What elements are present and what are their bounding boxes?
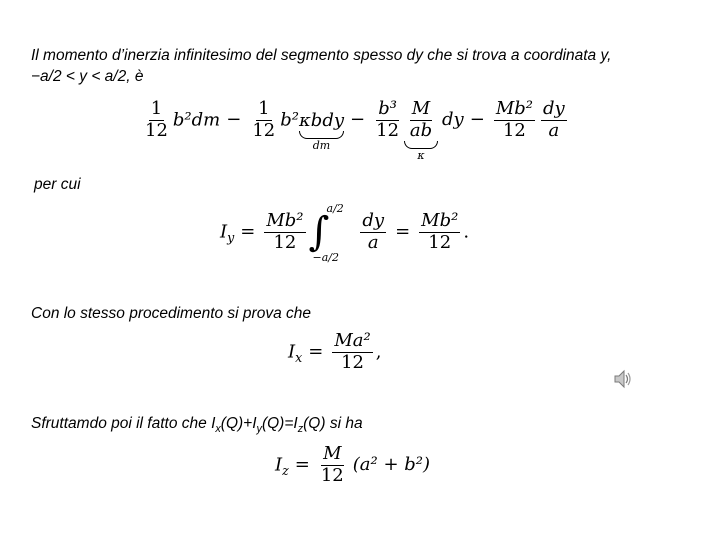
fraction-dy-a: $\frac{dy}{a}$ <box>543 98 565 141</box>
speaker-icon[interactable] <box>613 368 633 390</box>
fraction-Mb2-12: $\frac{\text{Mb²}}{12}$ <box>495 98 533 141</box>
b2-term: b² <box>280 109 299 131</box>
fraction-Mb2-12-result: $\frac{\text{Mb²}}{12}$ <box>421 210 459 253</box>
fraction-Mb2-12-iy: $\frac{\text{Mb²}}{12}$ <box>266 210 304 253</box>
fraction-M-12: $\frac{M}{12}$ <box>320 443 344 486</box>
fraction-Ma2-12: $\frac{\text{Ma²}}{12}$ <box>334 330 371 373</box>
equation-Iy: $I_y$ = $\frac{\text{Mb²}}{12}$ ∫ a/2 −a/2 $\frac{dy}{a}$ = $\frac{\text{Mb²}}{12}$ . <box>220 202 470 265</box>
integral-sign: ∫ a/2 −a/2 <box>308 202 344 265</box>
intro-line-2: −a/2 < y < a/2, è <box>31 68 144 85</box>
b2dm-term: b²dm <box>172 109 221 131</box>
underbrace-kappa: $\frac{M}{ab}$ κ <box>404 100 438 162</box>
fraction-b3-12: $\frac{\text{b³}}{12}$ <box>376 98 400 141</box>
underbrace-dm: κbdy dm <box>299 110 345 152</box>
fraction-1-12-b: $\frac{1}{12}$ <box>252 98 276 141</box>
equation-dm: $\frac{1}{12}$ b²dm − $\frac{1}{12}$ b² κbdy dm − $\frac{\text{b³}}{12}$ $\frac{M}{ab}$ κ dy − $\frac{\text{Mb²}}{12}$ $\frac{dy}{a}$ <box>145 98 565 162</box>
same-procedure-line: Con lo stesso procedimento si prova che <box>31 305 312 322</box>
intro-line-1: Il momento d’inerzia infinitesimo del segmento spesso dy che si trova a coordinata y, <box>31 47 612 64</box>
fraction-dy-a-iy: $\frac{dy}{a}$ <box>362 210 385 253</box>
per-cui-line: per cui <box>34 176 81 193</box>
fraction-1-12: $\frac{1}{12}$ <box>145 98 168 141</box>
sfruttando-line: Sfruttamdo poi il fatto che $I_x(Q)+I_y(Q)=I_z(Q)$ si ha <box>31 415 363 436</box>
equation-Ix: $I_x$ = $\frac{\text{Ma²}}{12}$ , <box>288 330 382 373</box>
equation-Iz: $I_z$ = $\frac{M}{12}$ (a² + b²) <box>275 443 431 486</box>
